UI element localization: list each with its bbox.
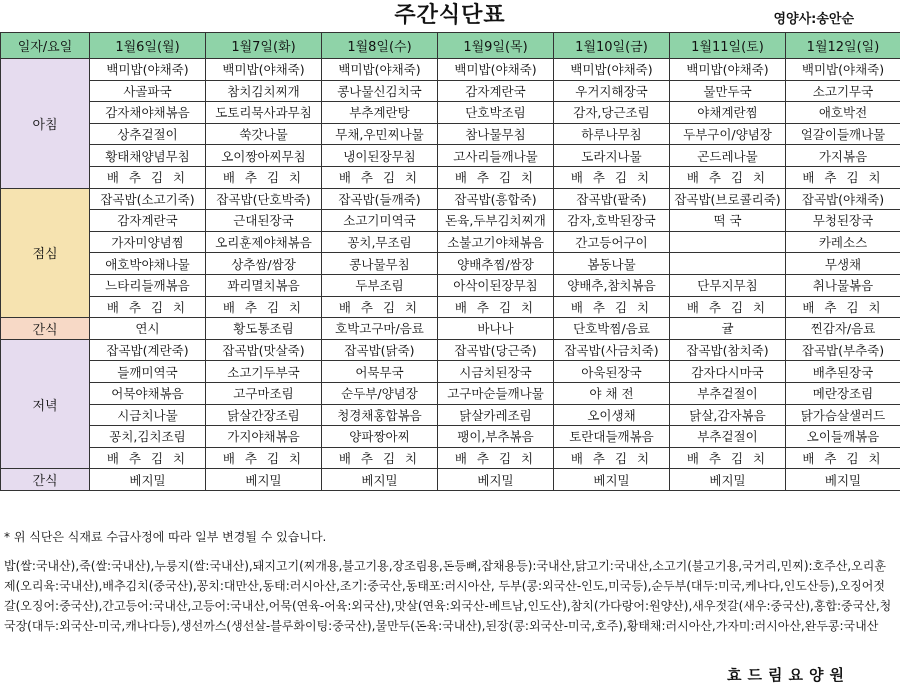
menu-cell: 가지볶음: [786, 145, 900, 167]
change-notice: * 위 식단은 식재료 수급사정에 따라 일부 변경될 수 있습니다.: [4, 530, 327, 544]
menu-cell: 돈육,두부김치찌개: [438, 210, 554, 232]
menu-cell: 애호박야채나물: [90, 253, 206, 275]
menu-cell: 고사리들깨나물: [438, 145, 554, 167]
menu-cell: 베지밀: [322, 469, 438, 491]
menu-cell: 배 추 김 치: [438, 296, 554, 318]
weekly-menu-table: [0, 32, 900, 491]
menu-cell: 배 추 김 치: [670, 447, 786, 469]
menu-row: [1, 447, 900, 469]
origin-info: 밥(쌀:국내산),죽(쌀:국내산),누룽지(쌀:국내산),돼지고기(찌개용,불고기용,장조림용,돈등뼈,잡채용등):국내산,닭고기:국내산,소고기(불고기용,국거리,민찌):호주산,오리훈제(오리육:국내산),배추김치(중국산),꽁치:대만산,동태:러시아산,조기:중국산,동태포:러시아산, 두부(콩:외국산-인도,미국등),순두부(대두:미국,케나다,인도산등),오징어젓갈(오징어:중국산),간고등어:국내산,고등어:국내산,어묵(연육-어육:외국산),맛살(연육:외국산-베트남,인도산),참치(가다랑어:원양산),새우젓갈(새우:중국산),홍합:중국산,청국장(대두:외국산-미국,캐나다등),생선까스(생선살-블루화이팅:중국산),물만두(돈육:국내산),된장(콩:외국산-미국,호주),황태채:러시아산,가자미:러시아산,완두콩:국내산: [4, 559, 892, 633]
menu-cell: 닭살,감자볶음: [670, 404, 786, 426]
menu-cell: 두부조림: [322, 274, 438, 296]
menu-row: [1, 339, 900, 361]
menu-cell: 배 추 김 치: [206, 166, 322, 188]
menu-cell: 연시: [90, 318, 206, 340]
menu-cell: 감자계란국: [438, 80, 554, 102]
menu-cell: 배 추 김 치: [786, 447, 900, 469]
page-title: 주간식단표: [394, 3, 506, 28]
menu-row: [1, 210, 900, 232]
menu-cell: 잡곡밥(팥죽): [554, 188, 670, 210]
menu-cell: 간고등어구이: [554, 231, 670, 253]
menu-cell: 도라지나물: [554, 145, 670, 167]
menu-cell: 콩나물신김치국: [322, 80, 438, 102]
menu-cell: 물만두국: [670, 80, 786, 102]
menu-cell: 토란대들깨볶음: [554, 426, 670, 448]
menu-cell: 배 추 김 치: [90, 166, 206, 188]
header-day: 1월9일(목): [438, 33, 554, 59]
menu-row: [1, 145, 900, 167]
menu-cell: 잡곡밥(부추죽): [786, 339, 900, 361]
menu-row: [1, 102, 900, 124]
menu-cell: 부추겉절이: [670, 426, 786, 448]
menu-cell: 청경채홍합볶음: [322, 404, 438, 426]
menu-row: [1, 80, 900, 102]
menu-cell: 단무지무침: [670, 274, 786, 296]
meal-label: 간식: [1, 318, 90, 340]
menu-cell: 베지밀: [554, 469, 670, 491]
header-day: 1월12일(일): [786, 33, 900, 59]
menu-cell: 백미밥(야채죽): [206, 59, 322, 81]
menu-cell: 배 추 김 치: [786, 296, 900, 318]
menu-cell: [670, 253, 786, 275]
menu-cell: 고구마순들깨나물: [438, 382, 554, 404]
menu-cell: 얼갈이들깨나물: [786, 123, 900, 145]
header-day: 1월11일(토): [670, 33, 786, 59]
menu-cell: 잡곡밥(계란죽): [90, 339, 206, 361]
menu-cell: 들깨미역국: [90, 361, 206, 383]
menu-row: [1, 382, 900, 404]
menu-cell: 무채,우민찌나물: [322, 123, 438, 145]
menu-cell: 백미밥(야채죽): [438, 59, 554, 81]
menu-cell: 취나물볶음: [786, 274, 900, 296]
menu-row: [1, 296, 900, 318]
menu-cell: 배 추 김 치: [554, 447, 670, 469]
menu-cell: 오리훈제야채볶음: [206, 231, 322, 253]
menu-row: [1, 318, 900, 340]
header-day: 1월8일(수): [322, 33, 438, 59]
menu-cell: 배 추 김 치: [438, 166, 554, 188]
menu-cell: 잡곡밥(닭죽): [322, 339, 438, 361]
menu-cell: 무생채: [786, 253, 900, 275]
menu-cell: 카레소스: [786, 231, 900, 253]
menu-cell: 양배추찜/쌈장: [438, 253, 554, 275]
menu-cell: 감자계란국: [90, 210, 206, 232]
menu-row: [1, 188, 900, 210]
dietitian-label: 영양사:송안순: [773, 12, 854, 27]
menu-cell: 아욱된장국: [554, 361, 670, 383]
menu-cell: 백미밥(야채죽): [670, 59, 786, 81]
menu-row: [1, 59, 900, 81]
menu-cell: 배 추 김 치: [786, 166, 900, 188]
menu-cell: 시금치나물: [90, 404, 206, 426]
menu-cell: 베지밀: [90, 469, 206, 491]
menu-cell: 상추겉절이: [90, 123, 206, 145]
meal-label: 저녁: [1, 339, 90, 469]
menu-cell: 잡곡밥(브로콜리죽): [670, 188, 786, 210]
facility-name: 효드림요양원: [727, 666, 850, 684]
menu-cell: 배 추 김 치: [322, 447, 438, 469]
menu-cell: 닭살카레조림: [438, 404, 554, 426]
menu-cell: 하루나무침: [554, 123, 670, 145]
menu-cell: 고구마조림: [206, 382, 322, 404]
menu-cell: 우거지해장국: [554, 80, 670, 102]
menu-cell: 야채계란찜: [670, 102, 786, 124]
menu-cell: 양배추,참치볶음: [554, 274, 670, 296]
menu-cell: 배 추 김 치: [670, 296, 786, 318]
menu-cell: 감자,호박된장국: [554, 210, 670, 232]
menu-cell: 가지야채볶음: [206, 426, 322, 448]
menu-cell: 잡곡밥(흥합죽): [438, 188, 554, 210]
menu-cell: 냉이된장무침: [322, 145, 438, 167]
menu-cell: 백미밥(야채죽): [786, 59, 900, 81]
menu-cell: 잡곡밥(단호박죽): [206, 188, 322, 210]
menu-cell: [670, 231, 786, 253]
menu-cell: 근대된장국: [206, 210, 322, 232]
menu-cell: 감자,당근조림: [554, 102, 670, 124]
menu-row: [1, 426, 900, 448]
menu-cell: 배 추 김 치: [554, 296, 670, 318]
menu-cell: 황태채양념무침: [90, 145, 206, 167]
menu-cell: 배추된장국: [786, 361, 900, 383]
menu-cell: 오이생채: [554, 404, 670, 426]
menu-cell: 봄동나물: [554, 253, 670, 275]
menu-cell: 쑥갓나물: [206, 123, 322, 145]
menu-cell: 배 추 김 치: [206, 296, 322, 318]
menu-cell: 백미밥(야채죽): [554, 59, 670, 81]
menu-cell: 배 추 김 치: [90, 447, 206, 469]
menu-cell: 닭가슴살샐러드: [786, 404, 900, 426]
menu-cell: 꽁치,김치조림: [90, 426, 206, 448]
menu-cell: 배 추 김 치: [322, 296, 438, 318]
menu-cell: 배 추 김 치: [438, 447, 554, 469]
menu-row: [1, 166, 900, 188]
menu-cell: 잡곡밥(맛살죽): [206, 339, 322, 361]
menu-cell: 백미밥(야채죽): [90, 59, 206, 81]
header-date-day: 일자/요일: [1, 33, 90, 59]
meal-label: 간식: [1, 469, 90, 491]
menu-cell: 호박고구마/음료: [322, 318, 438, 340]
menu-cell: 감자다시마국: [670, 361, 786, 383]
menu-cell: 찐감자/음료: [786, 318, 900, 340]
menu-row: [1, 231, 900, 253]
menu-cell: 백미밥(야채죽): [322, 59, 438, 81]
menu-cell: 느타리들깨볶음: [90, 274, 206, 296]
menu-cell: 배 추 김 치: [90, 296, 206, 318]
menu-cell: 팽이,부추볶음: [438, 426, 554, 448]
menu-cell: 잡곡밥(참치죽): [670, 339, 786, 361]
menu-cell: 단호박조림: [438, 102, 554, 124]
meal-label: 아침: [1, 59, 90, 189]
menu-cell: 소불고기야채볶음: [438, 231, 554, 253]
menu-cell: 도토리묵사과무침: [206, 102, 322, 124]
menu-row: [1, 361, 900, 383]
header-day: 1월7일(화): [206, 33, 322, 59]
menu-cell: 떡 국: [670, 210, 786, 232]
header-day: 1월6일(월): [90, 33, 206, 59]
menu-cell: 단호박찜/음료: [554, 318, 670, 340]
menu-cell: 곤드레나물: [670, 145, 786, 167]
menu-cell: 잡곡밥(소고기죽): [90, 188, 206, 210]
menu-cell: 배 추 김 치: [322, 166, 438, 188]
menu-cell: 배 추 김 치: [670, 166, 786, 188]
menu-cell: 베지밀: [438, 469, 554, 491]
menu-cell: 어묵무국: [322, 361, 438, 383]
menu-cell: 아삭이된장무침: [438, 274, 554, 296]
menu-cell: 베지밀: [206, 469, 322, 491]
header-day: 1월10일(금): [554, 33, 670, 59]
menu-cell: 오이들깨볶음: [786, 426, 900, 448]
menu-cell: 참나물무침: [438, 123, 554, 145]
menu-cell: 소고기무국: [786, 80, 900, 102]
menu-cell: 야 채 전: [554, 382, 670, 404]
menu-cell: 어묵야채볶음: [90, 382, 206, 404]
menu-cell: 소고기두부국: [206, 361, 322, 383]
menu-cell: 두부구이/양념장: [670, 123, 786, 145]
menu-row: [1, 253, 900, 275]
menu-cell: 꽁치,무조림: [322, 231, 438, 253]
title-bar: [0, 0, 900, 32]
menu-cell: 오이짱아찌무침: [206, 145, 322, 167]
menu-cell: 참치김치찌개: [206, 80, 322, 102]
menu-cell: 부추겉절이: [670, 382, 786, 404]
menu-cell: 시금치된장국: [438, 361, 554, 383]
menu-cell: 무청된장국: [786, 210, 900, 232]
menu-cell: 부추계란탕: [322, 102, 438, 124]
menu-cell: 순두부/양념장: [322, 382, 438, 404]
menu-cell: 가자미양념찜: [90, 231, 206, 253]
menu-cell: 콩나물무침: [322, 253, 438, 275]
menu-row: [1, 469, 900, 491]
menu-cell: 잡곡밥(사금치죽): [554, 339, 670, 361]
menu-cell: 황도통조림: [206, 318, 322, 340]
menu-cell: 잡곡밥(들깨죽): [322, 188, 438, 210]
menu-cell: 메란장조림: [786, 382, 900, 404]
menu-cell: 베지밀: [670, 469, 786, 491]
menu-cell: 사골파국: [90, 80, 206, 102]
menu-cell: 배 추 김 치: [554, 166, 670, 188]
menu-cell: 상추쌈/쌈장: [206, 253, 322, 275]
menu-cell: 베지밀: [786, 469, 900, 491]
menu-cell: 소고기미역국: [322, 210, 438, 232]
menu-cell: 애호박전: [786, 102, 900, 124]
header-row: [1, 33, 900, 59]
menu-cell: 양파짱아찌: [322, 426, 438, 448]
menu-cell: 닭살간장조림: [206, 404, 322, 426]
menu-cell: 꽈리멸치볶음: [206, 274, 322, 296]
menu-row: [1, 404, 900, 426]
menu-cell: 귤: [670, 318, 786, 340]
menu-row: [1, 274, 900, 296]
menu-cell: 감자채야채볶음: [90, 102, 206, 124]
menu-cell: 바나나: [438, 318, 554, 340]
meal-label: 점심: [1, 188, 90, 318]
menu-cell: 배 추 김 치: [206, 447, 322, 469]
menu-cell: 잡곡밥(야채죽): [786, 188, 900, 210]
menu-row: [1, 123, 900, 145]
menu-cell: 잡곡밥(당근죽): [438, 339, 554, 361]
